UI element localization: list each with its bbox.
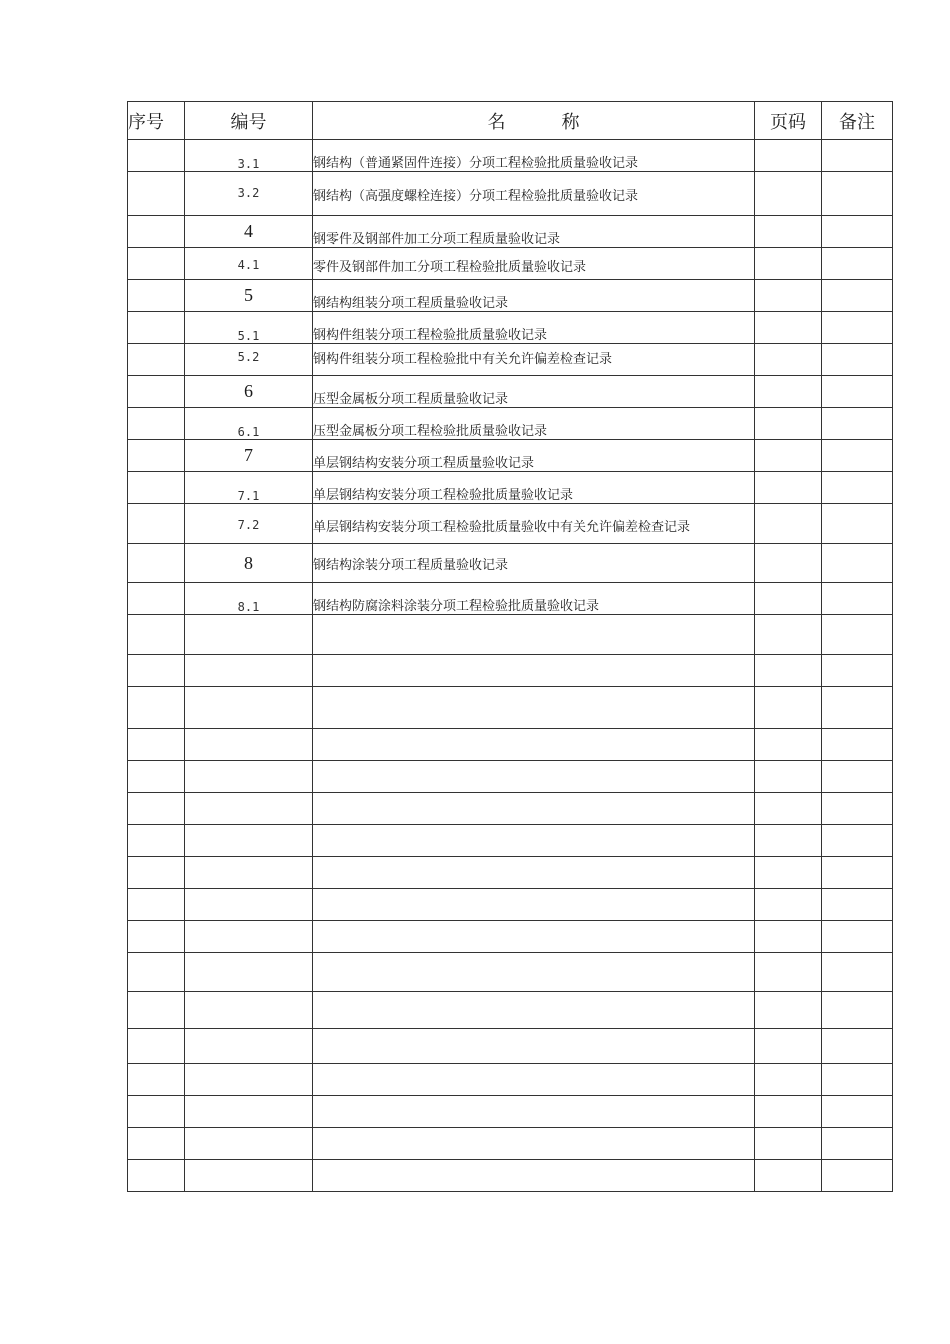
note-cell [822, 280, 893, 312]
page-cell [755, 172, 822, 216]
empty-row [128, 921, 893, 953]
empty-row [128, 889, 893, 921]
code-cell: 7.1 [185, 472, 313, 504]
seq-cell [128, 504, 185, 544]
header-code: 编号 [185, 102, 313, 140]
note-cell [822, 344, 893, 376]
table-row [128, 216, 893, 248]
name-cell: 单层钢结构安装分项工程质量验收记录 [313, 440, 755, 472]
page-cell [755, 440, 822, 472]
page-cell [755, 248, 822, 280]
note-cell [822, 248, 893, 280]
page-cell [755, 583, 822, 615]
code-cell: 5 [185, 280, 313, 312]
empty-row [128, 1096, 893, 1128]
empty-row [128, 825, 893, 857]
code-cell: 6 [185, 376, 313, 408]
name-cell: 钢结构防腐涂料涂装分项工程检验批质量验收记录 [313, 583, 755, 615]
empty-row [128, 992, 893, 1029]
empty-row [128, 687, 893, 729]
empty-row [128, 1064, 893, 1096]
code-cell: 3.2 [185, 172, 313, 216]
code-cell: 4.1 [185, 248, 313, 280]
code-cell: 7 [185, 440, 313, 472]
header-row [128, 102, 893, 140]
name-cell: 零件及钢部件加工分项工程检验批质量验收记录 [313, 248, 755, 280]
note-cell [822, 140, 893, 172]
table-row [128, 472, 893, 504]
header-name [313, 102, 755, 140]
header-seq: 序号 [128, 102, 185, 140]
page-cell [755, 544, 822, 583]
page-cell [755, 312, 822, 344]
table-row [128, 544, 893, 583]
empty-row [128, 761, 893, 793]
note-cell [822, 312, 893, 344]
seq-cell [128, 172, 185, 216]
code-cell: 5.1 [185, 312, 313, 344]
code-cell: 3.1 [185, 140, 313, 172]
code-cell: 7.2 [185, 504, 313, 544]
seq-cell [128, 140, 185, 172]
empty-row [128, 1128, 893, 1160]
empty-row [128, 953, 893, 992]
name-cell: 钢结构（高强度螺栓连接）分项工程检验批质量验收记录 [313, 172, 755, 216]
empty-row [128, 1029, 893, 1064]
table-row [128, 140, 893, 172]
table-row [128, 280, 893, 312]
code-cell: 6.1 [185, 408, 313, 440]
seq-cell [128, 583, 185, 615]
name-cell: 单层钢结构安装分项工程检验批质量验收记录 [313, 472, 755, 504]
seq-cell [128, 440, 185, 472]
seq-cell [128, 408, 185, 440]
empty-row [128, 1160, 893, 1192]
name-cell: 钢构件组装分项工程检验批质量验收记录 [313, 312, 755, 344]
name-cell: 压型金属板分项工程检验批质量验收记录 [313, 408, 755, 440]
name-cell: 钢结构组装分项工程质量验收记录 [313, 280, 755, 312]
page-cell [755, 408, 822, 440]
empty-row [128, 615, 893, 655]
name-cell: 压型金属板分项工程质量验收记录 [313, 376, 755, 408]
page-cell [755, 140, 822, 172]
note-cell [822, 172, 893, 216]
empty-row [128, 857, 893, 889]
note-cell [822, 544, 893, 583]
name-cell: 钢结构涂装分项工程质量验收记录 [313, 544, 755, 583]
name-cell: 钢零件及钢部件加工分项工程质量验收记录 [313, 216, 755, 248]
seq-cell [128, 472, 185, 504]
table-row [128, 504, 893, 544]
note-cell [822, 504, 893, 544]
table-row [128, 172, 893, 216]
empty-row [128, 793, 893, 825]
header-page: 页码 [755, 102, 822, 140]
header-note: 备注 [822, 102, 893, 140]
seq-cell [128, 280, 185, 312]
table-row [128, 440, 893, 472]
page-cell [755, 280, 822, 312]
record-index-table [127, 101, 893, 1192]
code-cell: 5.2 [185, 344, 313, 376]
page-cell [755, 376, 822, 408]
seq-cell [128, 376, 185, 408]
name-cell: 钢构件组装分项工程检验批中有关允许偏差检查记录 [313, 344, 755, 376]
seq-cell [128, 344, 185, 376]
note-cell [822, 216, 893, 248]
page-cell [755, 504, 822, 544]
name-cell: 钢结构（普通紧固件连接）分项工程检验批质量验收记录 [313, 140, 755, 172]
note-cell [822, 583, 893, 615]
note-cell [822, 408, 893, 440]
note-cell [822, 440, 893, 472]
name-cell: 单层钢结构安装分项工程检验批质量验收中有关允许偏差检查记录 [313, 504, 755, 544]
note-cell [822, 376, 893, 408]
empty-row [128, 655, 893, 687]
empty-row [128, 729, 893, 761]
header-name-part-a: 名 [487, 111, 506, 133]
seq-cell [128, 248, 185, 280]
table-row [128, 248, 893, 280]
code-cell: 8.1 [185, 583, 313, 615]
seq-cell [128, 544, 185, 583]
table-row [128, 408, 893, 440]
header-name-part-b: 称 [561, 111, 580, 133]
page-cell [755, 472, 822, 504]
table-row [128, 312, 893, 344]
code-cell: 4 [185, 216, 313, 248]
code-cell: 8 [185, 544, 313, 583]
note-cell [822, 472, 893, 504]
seq-cell [128, 312, 185, 344]
table-row [128, 583, 893, 615]
table-row [128, 376, 893, 408]
table-row [128, 344, 893, 376]
page-cell [755, 344, 822, 376]
page-cell [755, 216, 822, 248]
seq-cell [128, 216, 185, 248]
